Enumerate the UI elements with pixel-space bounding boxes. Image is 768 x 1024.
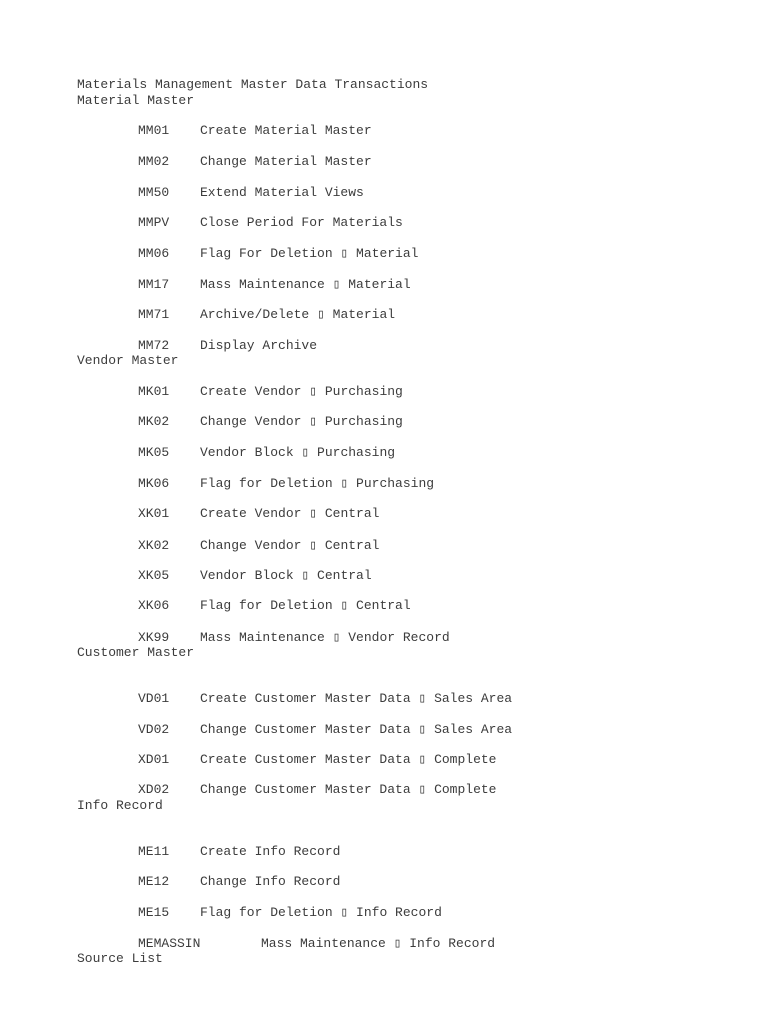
transaction-description: Display Archive xyxy=(200,338,318,353)
transaction-description: Mass Maintenance ▯ Material xyxy=(200,277,411,292)
transaction-code: MMPV xyxy=(138,215,170,230)
transaction-code: XD02 xyxy=(138,782,170,797)
transaction-code: MM17 xyxy=(138,277,170,292)
transaction-code: MM71 xyxy=(138,307,170,322)
transaction-code: MM06 xyxy=(138,246,170,261)
transaction-description: Flag for Deletion ▯ Info Record xyxy=(200,905,442,920)
transaction-code: XK05 xyxy=(138,568,170,583)
transaction-description: Flag for Deletion ▯ Central xyxy=(200,598,411,613)
transaction-description: Create Vendor ▯ Central xyxy=(200,506,380,521)
transaction-description: Create Customer Master Data ▯ Complete xyxy=(200,752,497,767)
transaction-code: MM50 xyxy=(138,185,170,200)
transaction-description: Change Vendor ▯ Purchasing xyxy=(200,414,403,429)
section-heading-source-list: Source List xyxy=(77,951,163,966)
section-heading-customer-master: Customer Master xyxy=(77,645,195,660)
transaction-code: MM01 xyxy=(138,123,170,138)
transaction-code: XK02 xyxy=(138,538,170,553)
transaction-description: Flag For Deletion ▯ Material xyxy=(200,246,419,261)
transaction-description: Create Customer Master Data ▯ Sales Area xyxy=(200,691,513,706)
transaction-code: XK01 xyxy=(138,506,170,521)
transaction-description: Vendor Block ▯ Purchasing xyxy=(200,445,396,460)
transaction-description: Change Info Record xyxy=(200,874,341,889)
transaction-code: MK06 xyxy=(138,476,170,491)
document-title: Materials Management Master Data Transactions xyxy=(77,77,429,92)
transaction-code: XK06 xyxy=(138,598,170,613)
section-heading-material-master: Material Master xyxy=(77,93,195,108)
transaction-description: Flag for Deletion ▯ Purchasing xyxy=(200,476,435,491)
transaction-code: ME15 xyxy=(138,905,170,920)
transaction-description: Vendor Block ▯ Central xyxy=(200,568,372,583)
transaction-description: Create Vendor ▯ Purchasing xyxy=(200,384,403,399)
transaction-description: Create Info Record xyxy=(200,844,341,859)
transaction-description: Mass Maintenance ▯ Vendor Record xyxy=(200,630,450,645)
transaction-description: Change Customer Master Data ▯ Sales Area xyxy=(200,722,513,737)
transaction-description: Mass Maintenance ▯ Info Record xyxy=(261,936,496,951)
section-heading-info-record: Info Record xyxy=(77,798,163,813)
section-heading-vendor-master: Vendor Master xyxy=(77,353,179,368)
transaction-code: XK99 xyxy=(138,630,170,645)
transaction-code: MEMASSIN xyxy=(138,936,201,951)
transaction-code: MM72 xyxy=(138,338,170,353)
transaction-code: XD01 xyxy=(138,752,170,767)
transaction-description: Create Material Master xyxy=(200,123,372,138)
transaction-code: MK01 xyxy=(138,384,170,399)
transaction-description: Archive/Delete ▯ Material xyxy=(200,307,396,322)
transaction-code: MM02 xyxy=(138,154,170,169)
transaction-code: MK02 xyxy=(138,414,170,429)
transaction-code: VD02 xyxy=(138,722,170,737)
transaction-code: MK05 xyxy=(138,445,170,460)
transaction-code: ME12 xyxy=(138,874,170,889)
transaction-description: Change Vendor ▯ Central xyxy=(200,538,380,553)
transaction-code: ME11 xyxy=(138,844,170,859)
transaction-description: Change Material Master xyxy=(200,154,372,169)
transaction-description: Extend Material Views xyxy=(200,185,364,200)
transaction-code: VD01 xyxy=(138,691,170,706)
transaction-description: Change Customer Master Data ▯ Complete xyxy=(200,782,497,797)
transaction-description: Close Period For Materials xyxy=(200,215,403,230)
